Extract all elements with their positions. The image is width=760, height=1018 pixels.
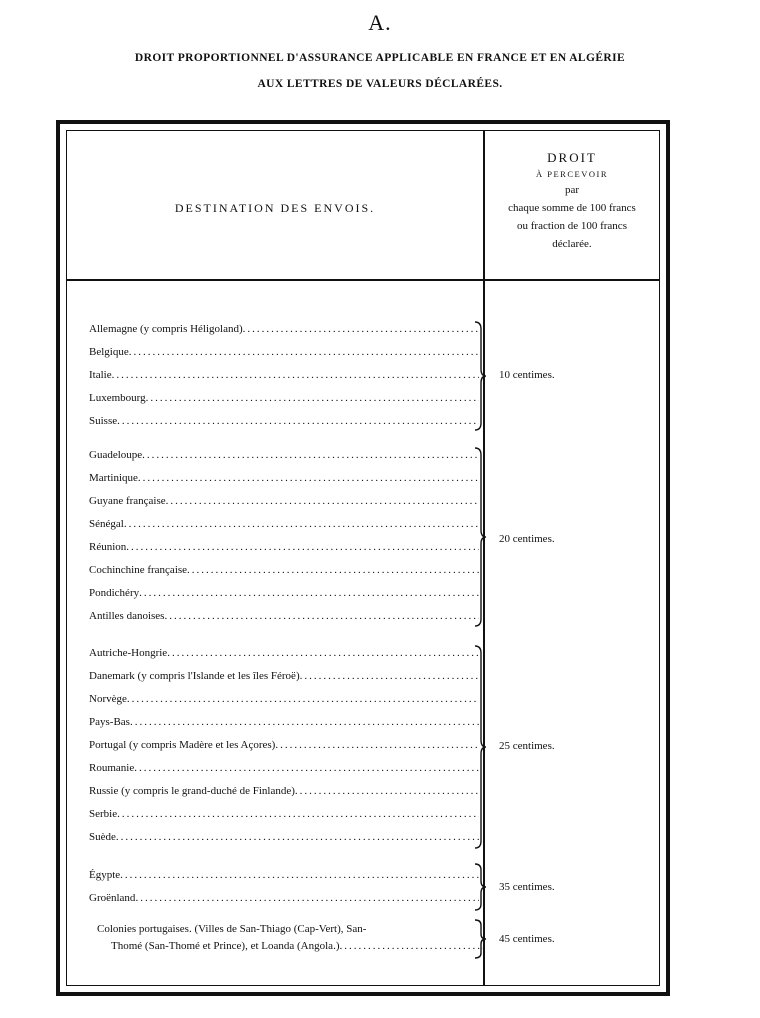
- table-row: Luxembourg .....: [89, 388, 479, 408]
- table-row: Allemagne (y compris Héligoland) .....: [89, 319, 479, 339]
- rate-header-line-5: ou fraction de 100 francs: [517, 220, 627, 232]
- group-brace: [473, 645, 487, 849]
- table-row: Russie (y compris le grand-duché de Finlande) .....: [89, 781, 479, 801]
- table-row: Portugal (y compris Madère et les Açores) .....: [89, 735, 479, 755]
- group-brace: [473, 321, 487, 431]
- table-row: Groënland .....: [89, 888, 479, 908]
- title-line-1: DROIT PROPORTIONNEL D'ASSURANCE APPLICABLE EN FRANCE ET EN ALGÉRIE: [134, 52, 626, 64]
- group-brace: [473, 919, 487, 959]
- table-inner-border: [66, 130, 660, 986]
- title-line-2: AUX LETTRES DE VALEURS DÉCLARÉES.: [257, 78, 503, 90]
- group-brace: [473, 863, 487, 911]
- table-row: Autriche-Hongrie .....: [89, 643, 479, 663]
- table-frame: [56, 120, 670, 996]
- header-divider: [67, 279, 659, 281]
- rate-header-line-2: À PERCEVOIR: [536, 169, 608, 179]
- table-row: Antilles danoises .....: [89, 606, 479, 626]
- table-row: Guyane française .....: [89, 491, 479, 511]
- table-row: Martinique .....: [89, 468, 479, 488]
- table-row: [97, 921, 487, 957]
- rate-value: 25 centimes.: [499, 740, 555, 752]
- table-row: Guadeloupe .....: [89, 445, 479, 465]
- rate-value: 10 centimes.: [499, 369, 555, 381]
- rate-value: 20 centimes.: [499, 533, 555, 545]
- rate-header-line-1: DROIT: [547, 150, 597, 165]
- table-row: Pondichéry .....: [89, 583, 479, 603]
- row-line-1: Colonies portugaises. (Villes de San-Thiago (Cap-Vert), San-: [97, 923, 367, 935]
- table-row: Danemark (y compris l'Islande et les îles Féroë) .....: [89, 666, 479, 686]
- rate-header-line-6: déclarée.: [552, 238, 592, 250]
- table-row: Suède .....: [89, 827, 479, 847]
- table-row: Belgique .....: [89, 342, 479, 362]
- rate-value: 45 centimes.: [499, 933, 555, 945]
- table-row: Réunion .....: [89, 537, 479, 557]
- table-row: Serbie .....: [89, 804, 479, 824]
- group-brace: [473, 447, 487, 627]
- rate-header-line-4: chaque somme de 100 francs: [508, 202, 636, 214]
- rate-column-header: [485, 149, 659, 253]
- table-row: Égypte .....: [89, 865, 479, 885]
- rate-value: 35 centimes.: [499, 881, 555, 893]
- destination-column-header: DESTINATION DES ENVOIS.: [174, 201, 376, 215]
- table-row: Sénégal .....: [89, 514, 479, 534]
- table-row: Suisse .....: [89, 411, 479, 431]
- table-row: Norvège .....: [89, 689, 479, 709]
- table-row: Italie .....: [89, 365, 479, 385]
- table-row: Pays-Bas .....: [89, 712, 479, 732]
- row-line-2: Thomé (San-Thomé et Prince), et Loanda (Angola.) .....: [97, 938, 487, 955]
- table-row: Roumanie .....: [89, 758, 479, 778]
- appendix-letter: A.: [368, 10, 392, 35]
- table-row: Cochinchine française .....: [89, 560, 479, 580]
- rate-header-line-3: par: [564, 184, 580, 196]
